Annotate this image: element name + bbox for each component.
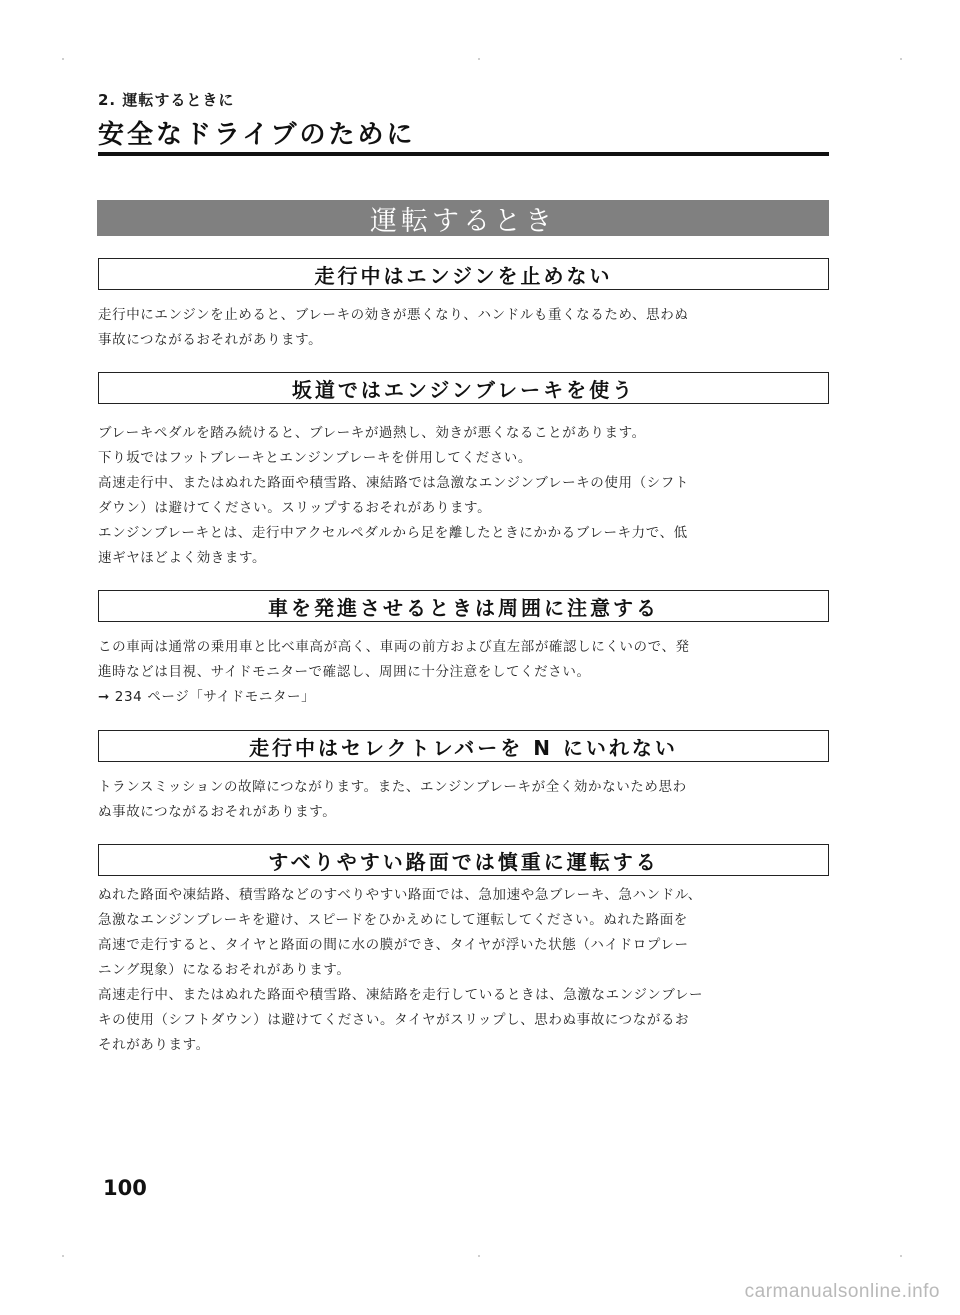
- watermark: carmanualsonline.info: [744, 1281, 940, 1302]
- section-heading: 坂道ではエンジンブレーキを使う: [98, 372, 829, 404]
- section-body: トランスミッションの故障につながります。また、エンジンブレーキが全く効かないため思わ ぬ事故につながるおそれがあります。: [98, 779, 687, 820]
- chapter-label: 2. 運転するときに: [98, 91, 235, 109]
- crop-mark: [62, 1255, 64, 1257]
- crop-mark: [478, 58, 480, 60]
- section-body: ブレーキペダルを踏み続けると、ブレーキが過熱し、効きが悪くなることがあります。 下り坂ではフットブレーキとエンジンブレーキを併用してください。 高速走行中、またはぬれた路面や積雪路、凍結路では急激なエンジンブレーキの使用（シフト ダウン）は避けてください。スリップするおそれがあります。 エンジンブレーキとは、走行中アクセルペダルから足を離したときにかかるブレーキ力で、低 速ギヤほどよく効きます。: [98, 425, 689, 566]
- section-body: 走行中にエンジンを止めると、ブレーキの効きが悪くなり、ハンドルも重くなるため、思わぬ 事故につながるおそれがあります。: [98, 307, 689, 348]
- page-title: 安全なドライブのために: [98, 120, 416, 150]
- section-heading: 車を発進させるときは周囲に注意する: [98, 590, 829, 622]
- section-body: この車両は通常の乗用車と比べ車高が高く、車両の前方および直左部が確認しにくいので、発 進時などは目視、サイドモニターで確認し、周囲に十分注意をしてください。 ➞ 234 ページ「サイドモニター」: [98, 639, 690, 705]
- section-heading: 走行中はエンジンを止めない: [98, 258, 829, 290]
- section-body: ぬれた路面や凍結路、積雪路などのすべりやすい路面では、急加速や急ブレーキ、急ハンドル、 急激なエンジンブレーキを避け、スピードをひかえめにして運転してください。ぬれた路面を 高速で走行すると、タイヤと路面の間に水の膜ができ、タイヤが浮いた状態（ハイドロプレー ニング現象）になるおそれがあります。 高速走行中、またはぬれた路面や積雪路、凍結路を走行しているときは、急激なエンジンブレー キの使用（シフトダウン）は避けてください。タイヤがスリップし、思わぬ事故につながるお それがあります。: [98, 887, 704, 1053]
- crop-mark: [478, 1255, 480, 1257]
- crop-mark: [900, 58, 902, 60]
- title-divider: [98, 152, 829, 156]
- crop-mark: [62, 58, 64, 60]
- crop-mark: [900, 1255, 902, 1257]
- section-heading: 走行中はセレクトレバーを N にいれない: [98, 730, 829, 762]
- page-number: 100: [103, 1176, 147, 1200]
- section-banner: 運転するとき: [97, 200, 829, 236]
- section-heading: すべりやすい路面では慎重に運転する: [98, 844, 829, 876]
